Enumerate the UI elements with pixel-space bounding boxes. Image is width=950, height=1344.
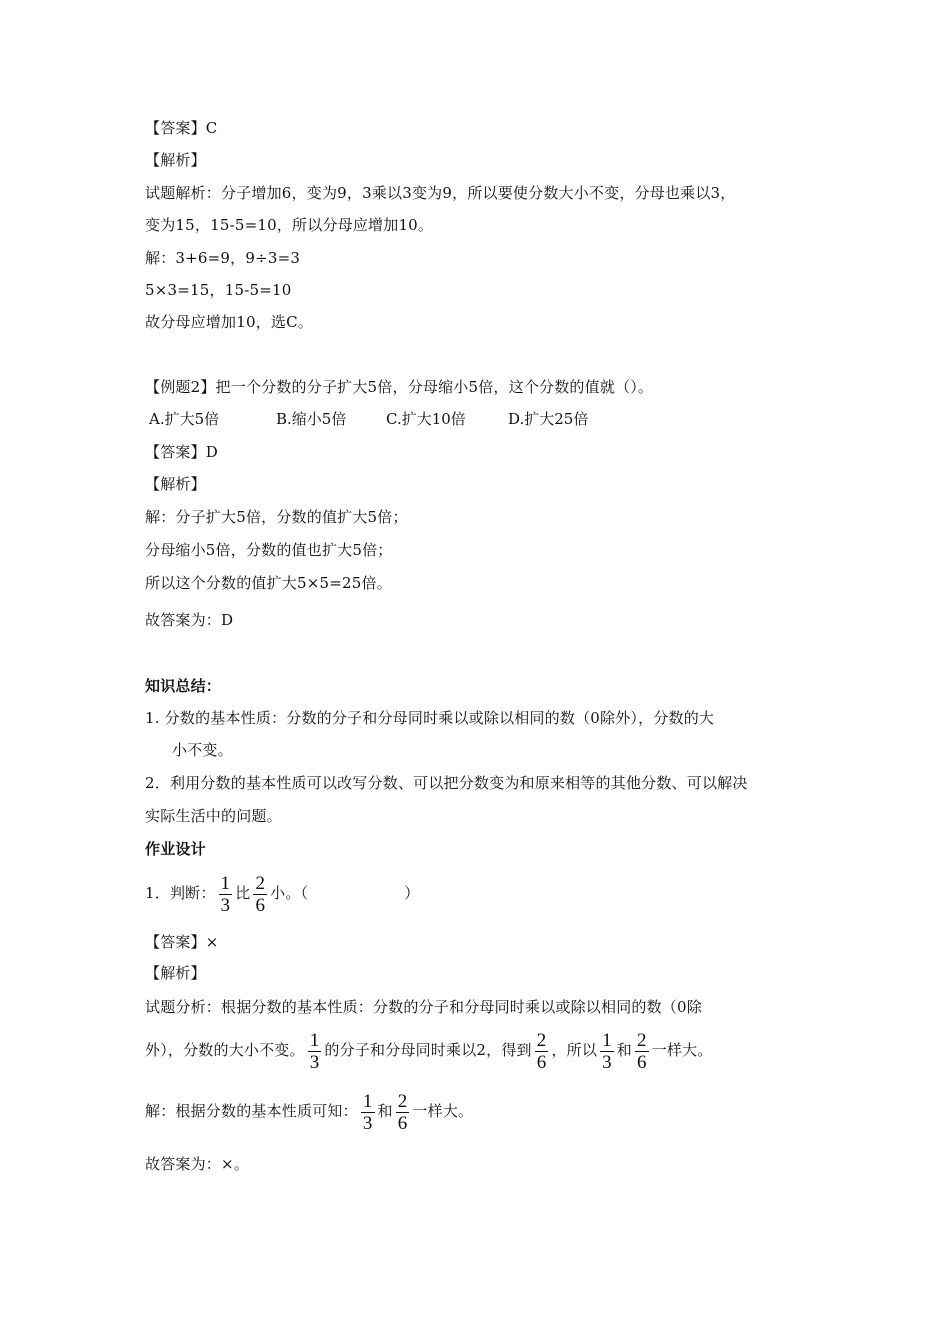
summary-point: 实际生活中的问题。 [145, 807, 282, 825]
homework-title: 作业设计 [145, 840, 206, 858]
analysis-text: 变为15，15-5=10，所以分母应增加10。 [145, 216, 434, 234]
summary-point: 2．利用分数的基本性质可以改写分数、可以把分数变为和原来相等的其他分数、可以解决 [145, 774, 748, 792]
summary-point: 1. 分数的基本性质：分数的分子和分母同时乘以或除以相同的数（0除外），分数的大 [145, 709, 715, 727]
summary-title: 知识总结： [145, 677, 222, 695]
analysis-label: 【解析】 [145, 151, 206, 169]
fraction-one-third: $\frac{1}{3}$ [602, 1029, 612, 1073]
homework-question: 1．判断： $\frac{1}{3}$ 比 $\frac{2}{6}$ 小。（ ） [145, 872, 420, 916]
fraction-two-sixths: $\frac{2}{6}$ [636, 1029, 647, 1073]
fraction-two-sixths: $\frac{2}{6}$ [397, 1090, 408, 1134]
solution-text: 5×3=15，15-5=10 [145, 281, 292, 299]
fraction-one-third: $\frac{1}{3}$ [362, 1090, 373, 1134]
answer-label: 【答案】D [145, 443, 219, 461]
option-b: B.缩小5倍 [276, 410, 347, 428]
fraction-two-sixths: $\frac{2}{6}$ [255, 872, 266, 916]
analysis-text: 试题解析：分子增加6，变为9，3乘以3变为9，所以要使分数大小不变，分母也乘以3， [145, 184, 736, 202]
conclusion-text: 故分母应增加10，选C。 [145, 313, 313, 331]
option-a: A.扩大5倍 [149, 410, 220, 428]
analysis-label: 【解析】 [145, 964, 206, 982]
solution-text: 分母缩小5倍，分数的值也扩大5倍； [145, 541, 393, 559]
question-prefix: 1．判断： [145, 884, 216, 902]
fraction-one-third: $\frac{1}{3}$ [309, 1029, 320, 1073]
conclusion-text: 故答案为：×。 [145, 1155, 249, 1173]
solution-text: 解：分子扩大5倍，分数的值扩大5倍； [145, 508, 408, 526]
analysis-text: 外），分数的大小不变。 $\frac{1}{3}$ 的分子和分母同时乘以2，得到 $\frac{2}{6}$ ，所以 $\frac{1}{3}$ 和 $\frac{2}{6}$ 一样大。 [145, 1029, 713, 1073]
fraction-two-sixths: $\frac{2}{6}$ [536, 1029, 547, 1073]
conclusion-text: 故答案为：D [145, 611, 234, 629]
analysis-label: 【解析】 [145, 475, 206, 493]
answer-label: 【答案】C [145, 119, 218, 137]
option-d: D.扩大25倍 [508, 410, 589, 428]
answer-label: 【答案】× [145, 933, 219, 951]
summary-point: 小不变。 [172, 741, 233, 759]
solution-text: 所以这个分数的值扩大5×5=25倍。 [145, 574, 392, 592]
analysis-text: 试题分析：根据分数的基本性质：分数的分子和分母同时乘以或除以相同的数（0除 [145, 998, 702, 1016]
solution-text: 解：3+6=9，9÷3=3 [145, 249, 301, 267]
example-question: 【例题2】把一个分数的分子扩大5倍，分母缩小5倍，这个分数的值就（）。 [145, 378, 654, 396]
fraction-one-third: $\frac{1}{3}$ [220, 872, 231, 916]
solution-text: 解：根据分数的基本性质可知： $\frac{1}{3}$ 和 $\frac{2}{6}$ 一样大。 [145, 1090, 474, 1134]
option-c: C.扩大10倍 [386, 410, 466, 428]
